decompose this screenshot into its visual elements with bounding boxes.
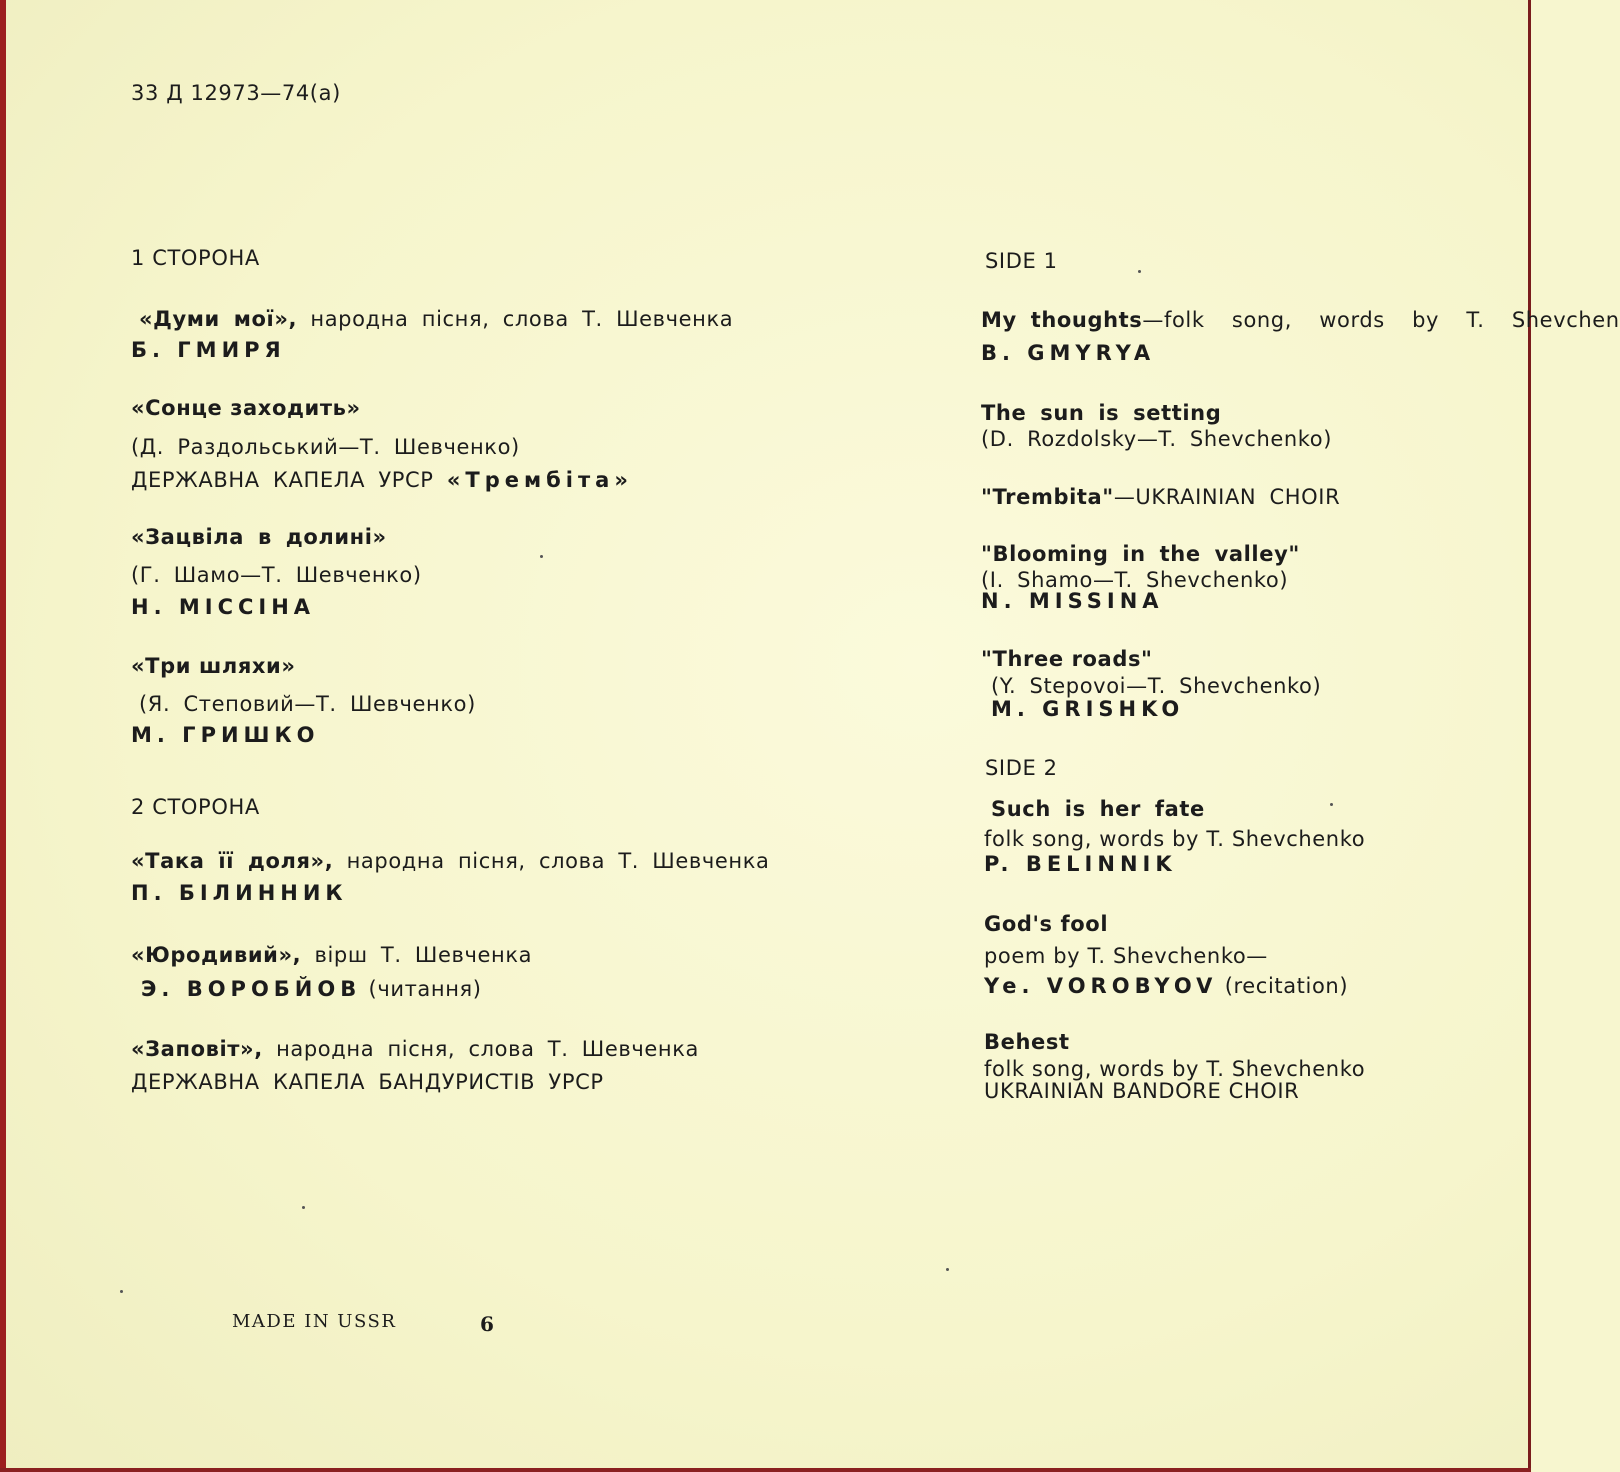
en-track-3-credits: (I. Shamo—T. Shevchenko)	[981, 568, 1289, 592]
en-track-6-performer-suffix: (recitation)	[1224, 974, 1349, 998]
en-track-6-performer: Ye. VOROBYOV	[984, 974, 1218, 998]
ua-track-7-note: народна пісня, слова Т. Шевченка	[276, 1037, 699, 1061]
en-track-2-performer: —UKRAINIAN CHOIR	[1113, 485, 1341, 509]
en-track-6-performer-line	[984, 976, 1348, 997]
ua-track-5-line	[131, 851, 769, 872]
en-track-3-performer: N. MISSINA	[981, 589, 1164, 613]
en-track-4-credits: (Y. Stepovoi—T. Shevchenko)	[991, 674, 1322, 698]
left-edge-border	[0, 0, 6, 1472]
en-track-1-line	[981, 310, 1620, 331]
en-track-2-performer-title: "Trembita"	[981, 485, 1114, 509]
ua-track-5-title: «Така її доля»,	[131, 849, 334, 873]
speck	[120, 1290, 123, 1293]
made-in-ussr: MADE IN USSR	[232, 1311, 397, 1332]
en-side1-heading: SIDE 1	[985, 249, 1058, 273]
ua-track-6-title: «Юродивий»,	[131, 943, 302, 967]
ua-track-4-title: «Три шляхи»	[131, 654, 296, 678]
en-track-2-performer-line	[981, 487, 1340, 508]
ua-track-4-performer: М. ГРИШКО	[131, 723, 320, 747]
ua-track-7-performer: ДЕРЖАВНА КАПЕЛА БАНДУРИСТІВ УРСР	[131, 1070, 604, 1094]
speck	[946, 1268, 949, 1271]
speck	[1138, 270, 1141, 273]
en-track-7-performer: UKRAINIAN BANDORE CHOIR	[984, 1079, 1300, 1103]
ua-track-2-performer: «Трембіта»	[446, 468, 633, 492]
ua-track-3-performer: Н. МІССІНА	[131, 595, 316, 619]
ua-track-2-credits: (Д. Раздольський—Т. Шевченко)	[131, 435, 520, 459]
catalog-number: 33 Д 12973—74(а)	[131, 81, 341, 105]
speck	[1330, 803, 1333, 806]
en-track-1-performer: B. GMYRYA	[981, 341, 1156, 365]
ua-track-4-credits: (Я. Степовий—Т. Шевченко)	[139, 692, 476, 716]
right-edge-border	[1528, 0, 1531, 1472]
en-track-5-title: Such is her fate	[991, 797, 1205, 821]
ua-track-7-title: «Заповіт»,	[131, 1037, 263, 1061]
ua-track-1-title: «Думи мої»,	[139, 307, 298, 331]
en-track-5-performer: P. BELINNIK	[984, 852, 1177, 876]
ua-track-6-performer: Э. ВОРОБЙОВ	[141, 977, 362, 1001]
ua-side2-heading: 2 СТОРОНА	[131, 795, 260, 819]
speck	[302, 1206, 305, 1209]
ua-track-1-line	[139, 309, 733, 330]
ua-track-2-title: «Сонце заходить»	[131, 396, 361, 420]
ua-track-6-performer-line	[141, 979, 482, 1000]
ua-track-6-performer-suffix: (читання)	[368, 977, 482, 1001]
ua-track-5-performer: П. БІЛИННИК	[131, 881, 348, 905]
ua-track-3-credits: (Г. Шамо—Т. Шевченко)	[131, 563, 422, 587]
ua-track-3-title: «Зацвіла в долині»	[131, 525, 387, 549]
en-track-3-title: "Blooming in the valley"	[981, 542, 1300, 566]
en-track-6-note: poem by T. Shevchenko—	[984, 944, 1268, 968]
speck	[540, 555, 543, 558]
ua-track-5-note: народна пісня, слова Т. Шевченка	[346, 849, 770, 873]
en-track-6-title: God's fool	[984, 912, 1109, 936]
en-track-5-note: folk song, words by T. Shevchenko	[984, 827, 1366, 851]
en-track-1-note: —folk song, words by T. Shevchen	[1142, 308, 1620, 332]
ua-track-7-line	[131, 1039, 699, 1060]
en-track-4-performer: M. GRISHKO	[991, 697, 1185, 721]
ua-track-2-performer-prefix: ДЕРЖАВНА КАПЕЛА УРСР	[131, 468, 434, 492]
ua-track-1-performer: Б. ГМИРЯ	[131, 338, 286, 362]
ua-track-6-line	[131, 945, 532, 966]
en-track-2-title: The sun is setting	[981, 401, 1222, 425]
ua-track-1-note: народна пісня, слова Т. Шевченка	[310, 307, 734, 331]
ua-side1-heading: 1 СТОРОНА	[131, 246, 260, 270]
en-track-7-title: Behest	[984, 1030, 1070, 1054]
en-track-7-note: folk song, words by T. Shevchenko	[984, 1057, 1366, 1081]
ua-track-6-note: вірш Т. Шевченка	[314, 943, 533, 967]
page-number: 6	[480, 1312, 495, 1336]
en-track-4-title: "Three roads"	[981, 647, 1153, 671]
bottom-edge-border	[0, 1468, 1531, 1472]
en-track-2-credits: (D. Rozdolsky—T. Shevchenko)	[981, 427, 1333, 451]
ua-track-2-performer-line	[131, 470, 633, 491]
en-side2-heading: SIDE 2	[985, 756, 1058, 780]
en-track-1-title: My thoughts	[981, 308, 1143, 332]
